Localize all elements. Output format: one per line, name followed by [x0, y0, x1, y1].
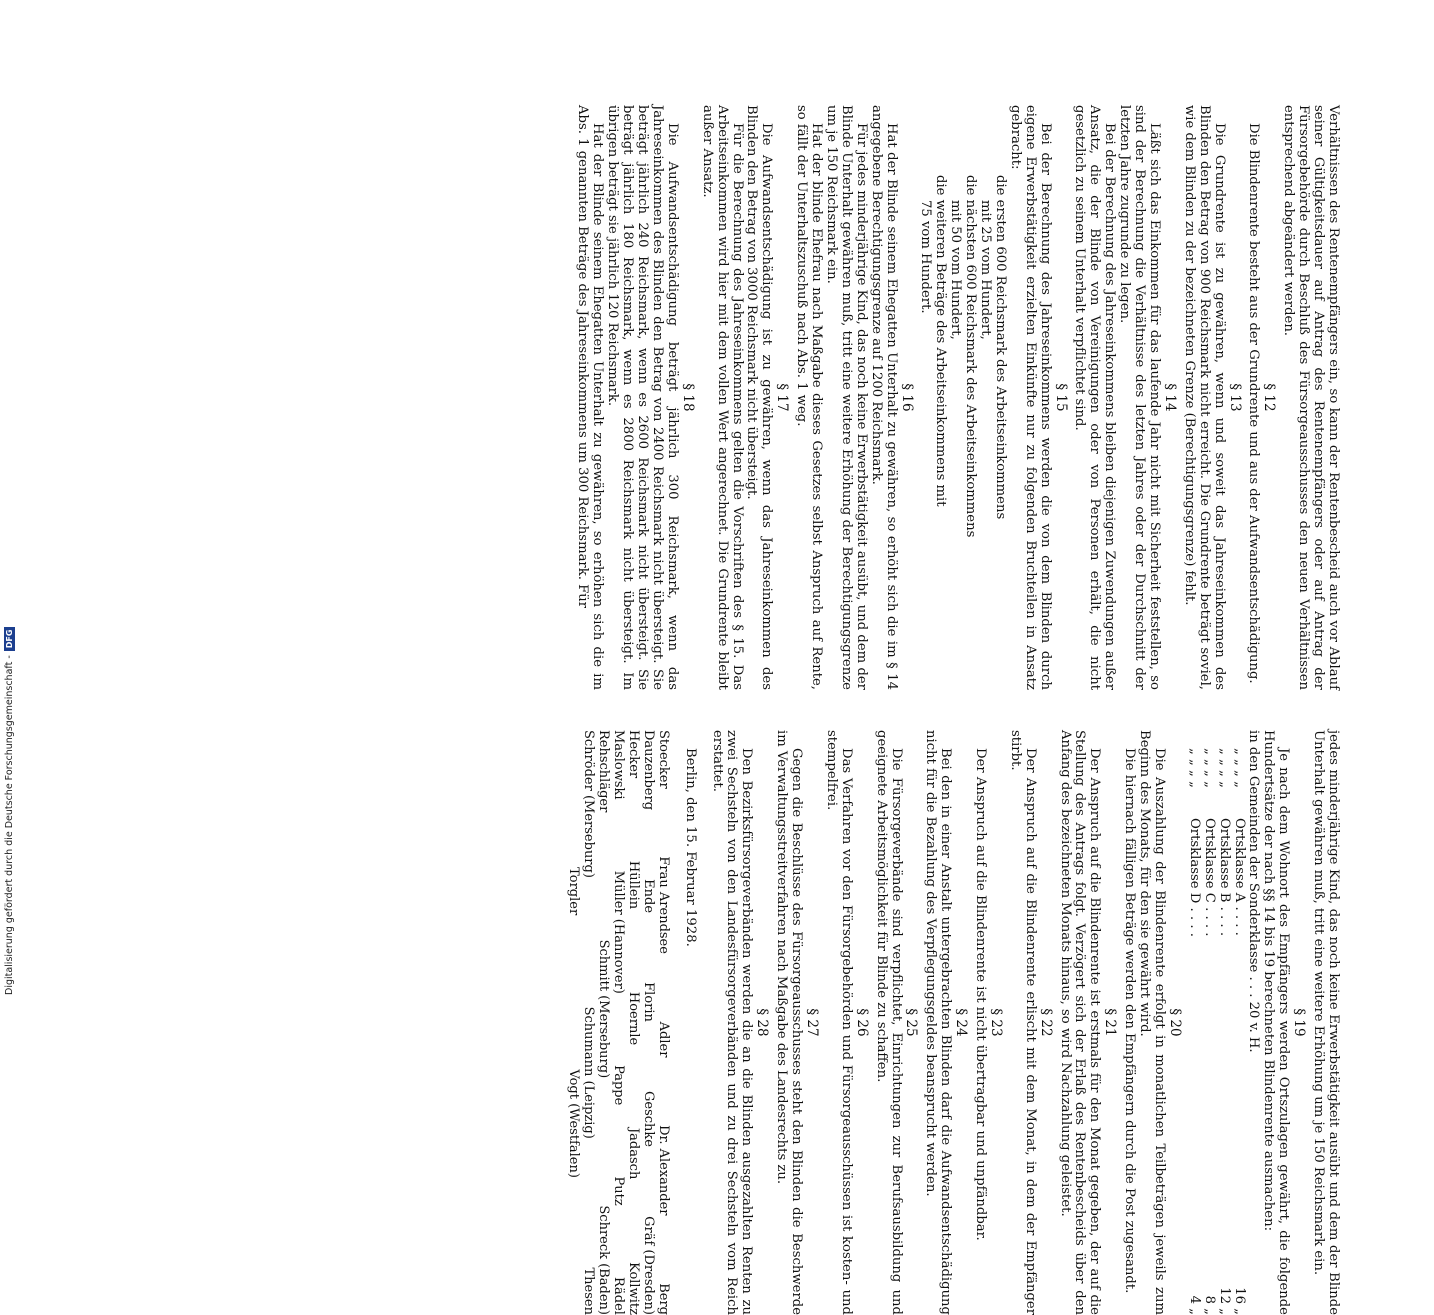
indented-line: mit 50 vom Hundert,	[948, 200, 964, 340]
signatory-name: Schröder (Merseburg)	[581, 730, 597, 878]
paragraph: jedes minderjährige Kind, das noch keine Erwerbstätigkeit ausübt und dem der Blinde Unterhalt gewähren muß, tritt eine weitere Erhöhung um je 150 Reichsmark ein.	[1311, 730, 1341, 1315]
section-heading: § 26	[853, 1008, 870, 1037]
section-heading: § 27	[804, 1008, 820, 1037]
indented-line: die weiteren Beträge des Arbeitseinkommens mit	[933, 175, 949, 507]
signatory-name: Rädel	[611, 1276, 627, 1315]
signature-row	[655, 730, 670, 1315]
section-heading: § 13	[1226, 383, 1243, 412]
section-heading: § 20	[1166, 1008, 1183, 1037]
section-heading: § 24	[953, 1008, 970, 1037]
paragraph: Die Aufwandsentschädigung ist zu gewähren, wenn das Jahreseinkommen des Blinden den Betrag von 3000 Reichsmark nicht übersteigt.	[744, 105, 775, 690]
signature-row	[565, 730, 580, 1315]
signatory-name: Gräf (Dresden)	[640, 1216, 656, 1315]
rate-label: Ortsklasse C . . . .	[1201, 818, 1217, 937]
signature-row	[580, 730, 595, 1315]
rate-prefix: „ „ „ „	[1201, 748, 1217, 788]
indented-line: mit 25 vom Hundert,	[978, 200, 994, 340]
signatory-name: Dauzenberg	[640, 730, 656, 811]
rate-value: 4 „	[1186, 1295, 1202, 1315]
signatory-name: Rehschläger	[596, 730, 612, 813]
ortsklasse-rate-list	[1186, 730, 1246, 1315]
section-heading: § 22	[1037, 1008, 1054, 1037]
section-heading: § 19	[1291, 1008, 1308, 1037]
document-date: Berlin, den 15. Februar 1928.	[682, 748, 698, 947]
paragraph: Bei der Berechnung des Jahreseinkommens werden die von dem Blinden durch eigene Erwerbstätigkeit erzielten Einkünfte nur zu folgenden Bruchteilen in Ansatz gebracht:	[1007, 105, 1053, 690]
signatory-name: Hecker	[625, 730, 641, 779]
paragraph: Die hiernach fälligen Beträge werden den Empfängern durch die Post zugesandt.	[1122, 748, 1138, 1294]
signatory-name: Geschke	[640, 1091, 656, 1148]
signatory-name: Ende	[640, 879, 656, 914]
section-heading: § 14	[1161, 383, 1178, 412]
section-heading: § 28	[754, 1008, 771, 1037]
section-heading: § 16	[898, 383, 915, 412]
paragraph: Die Aufwandsentschädigung beträgt jährlich 300 Reichsmark, wenn das Jahreseinkommen des Blinden den Betrag von 2400 Reichsmark nicht übersteigt. Sie beträgt jährlich 240 Reichsmark, wenn es 2600 Reichsmark nicht übersteigt. Sie beträgt jährlich 180 Reichsmark, wenn es 2800 Reichsmark nicht übersteigt. Im übrigen beträgt sie jährlich 120 Reichsmark.	[605, 105, 680, 690]
signatory-name: Schmitt (Merseburg)	[596, 939, 612, 1079]
paragraph: Je nach dem Wohnort des Empfängers werden Ortszulagen gewährt, die folgende Hundertsätze der nach §§ 14 bis 19 berechneten Blindenrente ausmachen:	[1261, 730, 1292, 1315]
signatory-name: Berg	[655, 1283, 671, 1315]
signatory-name: Jadasch	[625, 1127, 641, 1180]
paragraph: Der Anspruch auf die Blindenrente ist erstmals für den Monat gegeben, der auf die Stellung des Antrags folgt. Verzögert sich der Erlaß des Rentenbescheids über den Anfang des bezeichneten Monats hinaus, so wird Nachzahlung geleistet.	[1057, 730, 1103, 1315]
section-heading: § 15	[1052, 383, 1069, 412]
signatory-name: Putz	[611, 1176, 627, 1206]
paragraph: Für die Berechnung des Jahreseinkommens gelten die Vorschriften des § 15. Das Arbeitseinkommen wird hier mit dem vollen Wert angerechnet. Die Grundrente bleibt außer Ansatz.	[699, 105, 745, 690]
dfg-logo-icon: DFG	[4, 627, 15, 652]
paragraph: Hat der Blinde seinem Ehegatten Unterhalt zu gewähren, so erhöht sich die im § 14 angegebene Berechtigungsgrenze auf 1200 Reichsmark.	[868, 105, 899, 690]
section-heading: § 12	[1261, 383, 1278, 412]
signature-row	[625, 730, 640, 1315]
section-heading: § 18	[679, 383, 696, 412]
rate-value: 8 „	[1201, 1295, 1217, 1315]
rotated-page-content	[125, 105, 1341, 1315]
rate-prefix: „ „ „ „	[1231, 748, 1247, 788]
rate-value: 16 „	[1231, 1287, 1247, 1315]
paragraph: Die Fürsorgeverbände sind verpflichtet, Einrichtungen zur Berufsausbildung und geeignete Arbeitsmöglichkeit für Blinde zu schaffen.	[873, 730, 904, 1315]
signatory-name: Müller (Hannover)	[611, 870, 627, 994]
paragraph: Für jedes minderjährige Kind, das noch keine Erwerbstätigkeit ausübt, und dem der Blinde Unterhalt gewähren muß, tritt eine weitere Erhöhung der Berechtigungsgrenze um je 150 Reichsmark ein.	[824, 105, 869, 690]
paragraph: Bei der Berechnung des Jahreseinkommens bleiben diejenigen Zuwendungen außer Ansatz, die der Blinde von Vereinigungen oder von Personen erhält, die nicht gesetzlich zu seinem Unterhalt verpflichtet sind.	[1072, 105, 1118, 690]
rate-row	[1186, 730, 1201, 1315]
paragraph: Die Auszahlung der Blindenrente erfolgt in monatlichen Teilbeträgen jeweils zum Beginn des Monats, für den sie gewährt wird.	[1137, 730, 1168, 1315]
paragraph: Die Blindenrente besteht aus der Grundrente und aus der Aufwandsentschädigung.	[1246, 123, 1262, 684]
rate-label: Ortsklasse B . . . .	[1216, 818, 1232, 937]
section-heading: § 21	[1102, 1008, 1119, 1037]
paragraph: Verhältnissen des Rentenempfängers ein, so kann der Rentenbescheid auch vor Ablauf seiner Gültigkeitsdauer auf Antrag des Rentenempfängers oder auf Antrag der Fürsorgebehörde durch Beschluß des Fürsorgeausschusses den neuen Verhältnissen entsprechend abgeändert werden.	[1281, 105, 1341, 690]
signatory-name: Frau Arendsee	[655, 856, 671, 954]
signatory-name: Adler	[655, 1021, 671, 1058]
signature-block	[565, 730, 669, 1315]
signatory-name: Torgler	[566, 867, 582, 916]
signatory-name: Maslowski	[611, 730, 627, 800]
paragraph: Bei den in einer Anstalt untergebrachten Blinden darf die Aufwandsentschädigung nicht für die Bezahlung des Verpflegungsgeldes beansprucht werden.	[923, 730, 954, 1315]
right-column-body	[709, 730, 1182, 1315]
signatory-name: Schumann (Leipzig)	[581, 1006, 597, 1139]
paragraph: Läßt sich das Einkommen für das laufende Jahr nicht mit Sicherheit feststellen, so sind der Berechnung die Verhältnisse des letzten Jahres oder der Durchschnitt der letzten Jahre zugrunde zu legen.	[1117, 105, 1163, 690]
signatory-name: Dr. Alexander	[655, 1125, 671, 1216]
paragraph: Gegen die Beschlüsse des Fürsorgeausschusses steht den Blinden die Beschwerde im Verwaltungsstreitverfahren nach Maßgabe des Landesrechts zu.	[774, 730, 805, 1315]
digitization-footer	[4, 0, 24, 995]
rate-row	[1216, 730, 1231, 1315]
signatory-name: Florin	[640, 982, 656, 1022]
paragraph: Der Anspruch auf die Blindenrente ist nicht übertragbar und unpfändbar.	[973, 748, 989, 1241]
signatory-name: Pappe	[611, 1065, 627, 1106]
rate-label: Ortsklasse D . . . .	[1186, 818, 1202, 937]
indented-line: 75 vom Hundert.	[918, 200, 934, 314]
signatory-name: Kollwitz	[625, 1262, 641, 1315]
paragraph: Der Anspruch auf die Blindenrente erlischt mit dem Monat, in dem der Empfänger stirbt.	[1007, 730, 1038, 1315]
indented-line: die nächsten 600 Reichsmark des Arbeitseinkommens	[963, 175, 979, 538]
section-heading: § 23	[987, 1008, 1004, 1037]
paragraph: Hat der Blinde seinem Ehegatten Unterhalt zu gewähren, so erhöhen sich die im Abs. 1 genannten Beträge des Jahreseinkommens um 300 Reichsmark. Für	[575, 105, 606, 690]
paragraph: Das Verfahren vor den Fürsorgebehörden und Fürsorgeausschüssen ist kosten- und stempelfrei.	[823, 730, 854, 1315]
right-column-top	[1246, 730, 1340, 1315]
paragraph: Die Grundrente ist zu gewähren, wenn und soweit das Jahreseinkommen des Blinden den Betrag von 900 Reichsmark nicht erreicht. Die Grundrente beträgt soviel, wie dem Blinden zu der bezeichneten Grenze (Berechtigungsgrenze) fehlt.	[1181, 105, 1227, 690]
signature-row	[610, 730, 625, 1315]
right-text-column	[565, 730, 1340, 1315]
signatory-name: Stoecker	[655, 730, 671, 789]
section-heading: § 25	[903, 1008, 920, 1037]
signatory-name: Schreck (Baden)	[596, 1205, 612, 1315]
paragraph: Hat der blinde Ehefrau nach Maßgabe dieses Gesetzes selbst Anspruch auf Rente, so fällt der Unterhaltszuschuß nach Abs. 1 weg.	[794, 105, 825, 690]
rate-row	[1201, 730, 1216, 1315]
rate-row	[1231, 730, 1246, 1315]
rate-prefix: „ „ „ „	[1216, 748, 1232, 788]
left-text-column	[575, 105, 1340, 690]
indented-line: die ersten 600 Reichsmark des Arbeitseinkommens	[992, 175, 1008, 520]
signature-row	[640, 730, 655, 1315]
rate-value: 12 „	[1216, 1287, 1232, 1315]
rate-label: Ortsklasse A . . . .	[1231, 818, 1247, 936]
section-heading: § 17	[774, 383, 791, 412]
signatory-name: Thesen	[581, 1267, 597, 1315]
signatory-name: Vogt (Westfalen)	[566, 1069, 582, 1178]
footer-text: Digitalisierung gefördert durch die Deutsche Forschungsgemeinschaft -	[4, 655, 15, 995]
paragraph: Den Bezirksfürsorgeverbänden werden die an die Blinden ausgezahlten Renten zu zwei Sechsteln von den Landesfürsorgeverbänden und zu drei Sechsteln vom Reich erstattet.	[709, 730, 755, 1315]
signature-row	[595, 730, 610, 1315]
signatory-name: Hoernle	[625, 991, 641, 1046]
rate-prefix: „ „ „ „	[1186, 748, 1202, 788]
paragraph: in den Gemeinden der Sonderklasse . . . 20 v. H.	[1246, 730, 1262, 1053]
signatory-name: Hüllein	[625, 860, 641, 910]
